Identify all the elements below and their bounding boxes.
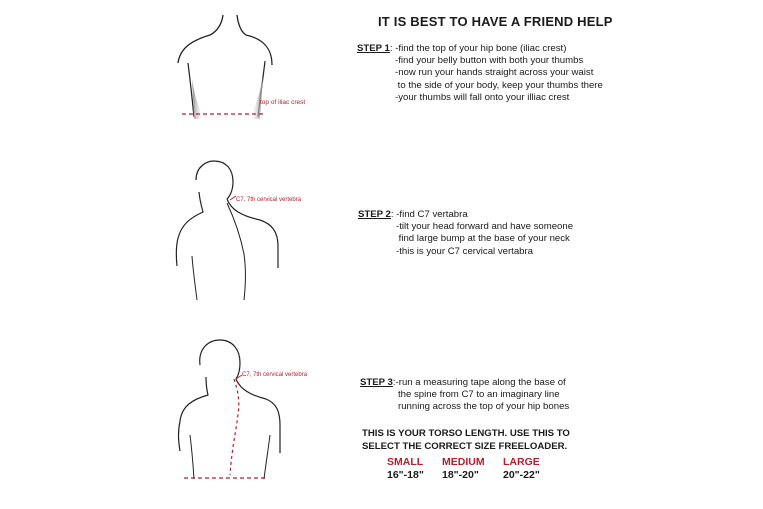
step-2-line: -tilt your head forward and have someone <box>396 221 574 233</box>
figure-iliac-crest <box>160 15 350 135</box>
torso-note <box>362 428 570 453</box>
step-2-line: -this is your C7 cervical vertabra <box>396 245 534 257</box>
c7-label-back: C7, 7th cervical vertebra <box>242 372 308 378</box>
size-range: 16"-18" <box>387 469 424 481</box>
iliac-crest-label: top of iliac crest <box>260 99 306 106</box>
c7-label-neck: C7, 7th cervical vertebra <box>236 197 302 203</box>
step-1 <box>357 43 603 104</box>
size-name: SMALL <box>387 456 424 468</box>
step-3-line: the spine from C7 to an imaginary line <box>398 389 560 401</box>
step-2-first-line <box>358 209 573 221</box>
size-range: 18"-20" <box>442 469 479 481</box>
step-3-first-line <box>360 377 569 389</box>
figure-c7-neck <box>160 158 350 328</box>
torso-note-line-1: THIS IS YOUR TORSO LENGTH. USE THIS TO <box>362 428 570 439</box>
step-2 <box>358 209 573 258</box>
size-name: MEDIUM <box>442 456 485 468</box>
step-2-line: find large bump at the base of your neck <box>396 233 570 245</box>
step-1-line: -now run your hands straight across your waist <box>395 67 594 79</box>
size-name: LARGE <box>503 456 540 468</box>
size-range: 20"-22" <box>503 469 540 481</box>
step-1-line: to the side of your body, keep your thumbs there <box>395 79 603 91</box>
step-3-line: running across the top of your hip bones <box>398 401 570 413</box>
step-1-line: -your thumbs will fall onto your illiac crest <box>395 91 570 103</box>
step-3-line: :-run a measuring tape along the base of <box>392 377 566 388</box>
step-1-label: STEP 1 <box>357 43 390 54</box>
step-2-label: STEP 2 <box>358 209 391 220</box>
size-medium <box>442 456 485 482</box>
torso-note-line-2: SELECT THE CORRECT SIZE FREELOADER. <box>362 440 568 452</box>
step-3-label: STEP 3 <box>360 377 393 388</box>
step-3 <box>360 377 569 414</box>
step-1-first-line <box>357 43 603 55</box>
step-2-line: : -find C7 vertabra <box>390 209 468 220</box>
step-1-line: : -find the top of your hip bone (iliac crest) <box>389 43 567 54</box>
page-title: IT IS BEST TO HAVE A FRIEND HELP <box>378 14 613 29</box>
spine-tape <box>230 379 239 475</box>
size-large <box>503 456 540 482</box>
figure-torso-measure <box>160 335 350 505</box>
size-small <box>387 456 424 482</box>
step-1-line: -find your belly button with both your thumbs <box>395 55 584 67</box>
